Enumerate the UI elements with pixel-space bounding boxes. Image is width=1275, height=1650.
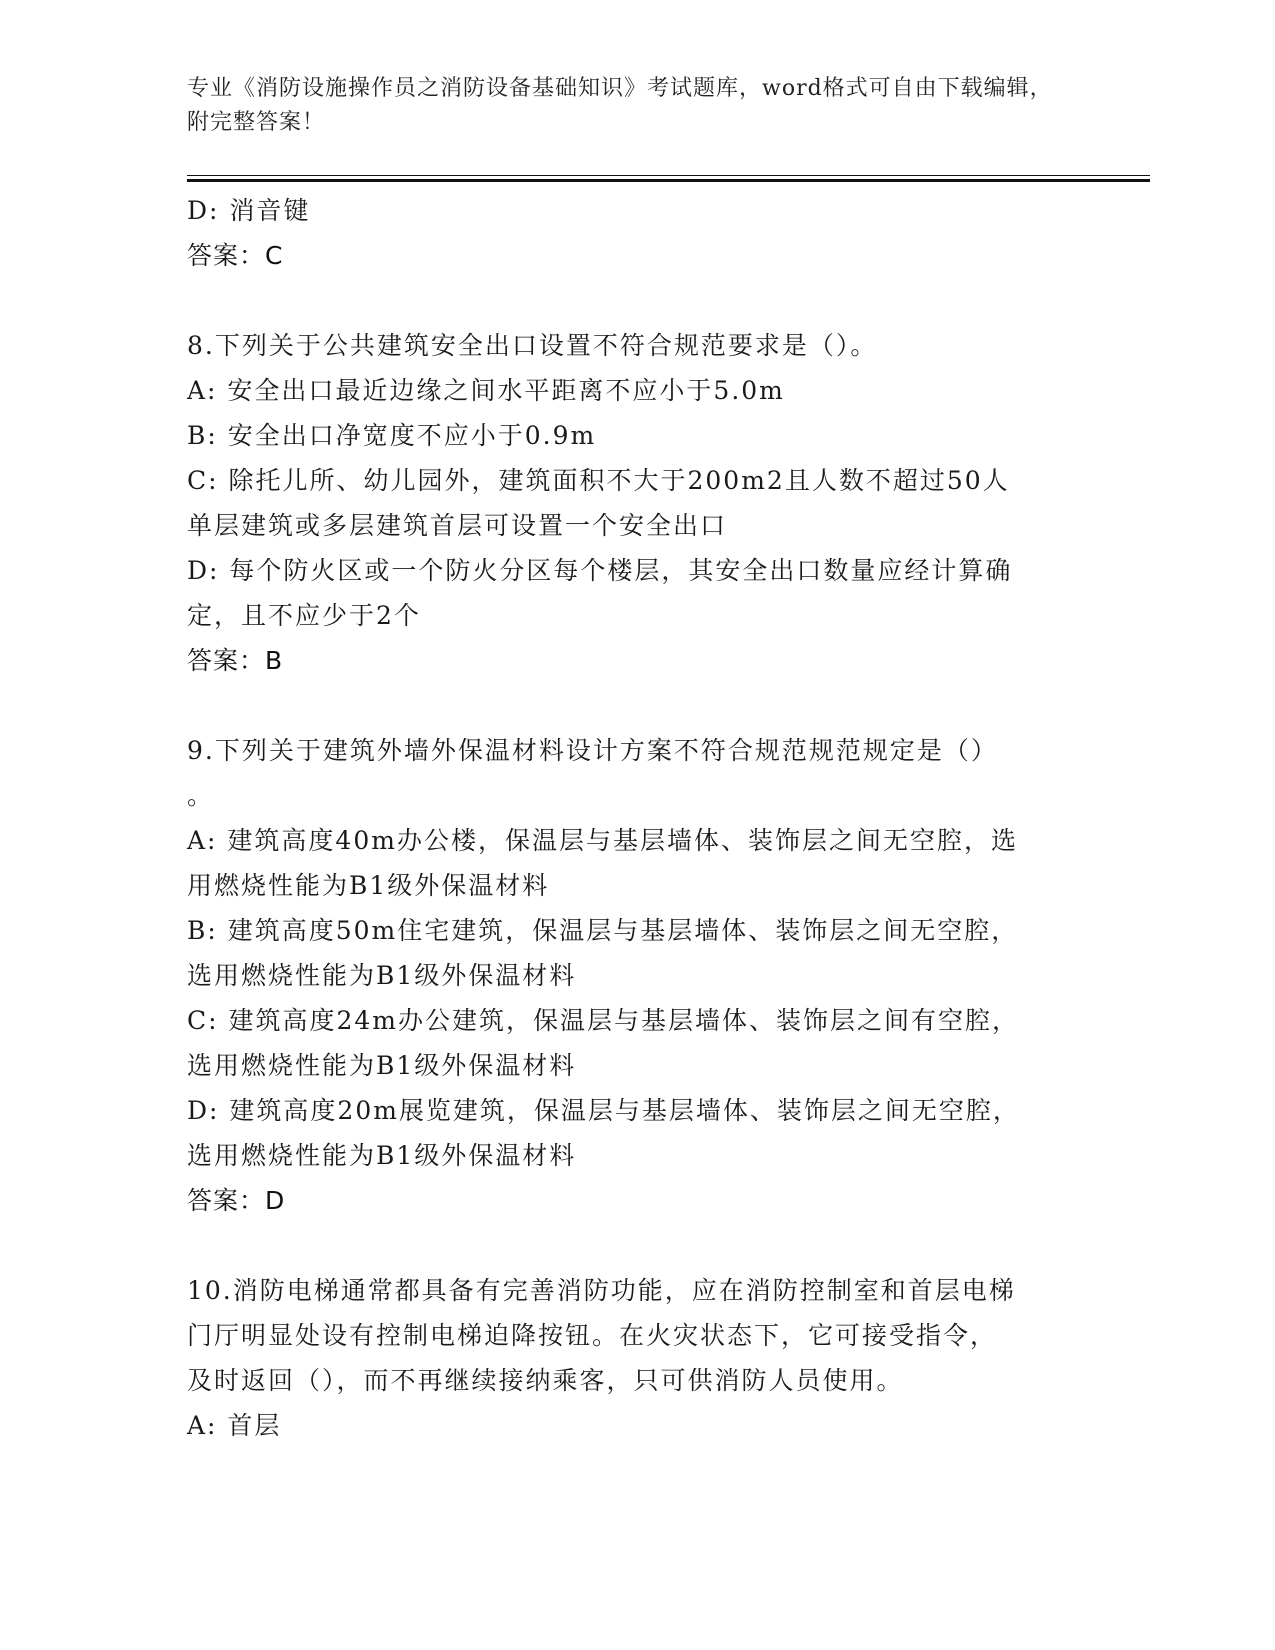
q9-option-a-line2: 用燃烧性能为B1级外保温材料 (187, 871, 550, 900)
q8-option-a: A: 安全出口最近边缘之间水平距离不应小于5.0m (187, 376, 785, 405)
q8-option-c-line1: C: 除托儿所、幼儿园外，建筑面积不大于200m2且人数不超过50人 (187, 466, 1010, 495)
q8-option-d-line2: 定，且不应少于2个 (187, 601, 421, 630)
q10-stem-line2: 门厅明显处设有控制电梯迫降按钮。在火灾状态下，它可接受指令， (187, 1321, 998, 1350)
q7-option-d: D: 消音键 (187, 196, 311, 225)
q8-option-b: B: 安全出口净宽度不应小于0.9m (187, 421, 597, 450)
q8-option-c-line2: 单层建筑或多层建筑首层可设置一个安全出口 (187, 511, 728, 540)
header-divider-thin (187, 175, 1150, 176)
q10-option-a: A: 首层 (187, 1411, 282, 1440)
q7-answer: 答案：C (187, 241, 284, 270)
document-header: 专业《消防设施操作员之消防设备基础知识》考试题库，word格式可自由下载编辑，附完整答案！ (187, 76, 1053, 135)
question-spacer (187, 683, 1087, 728)
question-spacer (187, 1223, 1087, 1268)
q9-option-a-line1: A: 建筑高度40m办公楼，保温层与基层墙体、装饰层之间无空腔，选 (187, 826, 1018, 855)
question-spacer (187, 278, 1087, 323)
q9-answer: 答案：D (187, 1186, 286, 1215)
q9-option-c-line2: 选用燃烧性能为B1级外保温材料 (187, 1051, 577, 1080)
q9-option-d-line1: D: 建筑高度20m展览建筑，保温层与基层墙体、装饰层之间无空腔， (187, 1096, 1020, 1125)
q10-stem-line1: 10.消防电梯通常都具备有完善消防功能，应在消防控制室和首层电梯 (187, 1276, 1016, 1305)
q9-option-c-line1: C: 建筑高度24m办公建筑，保温层与基层墙体、装饰层之间有空腔， (187, 1006, 1020, 1035)
header-divider-thick (187, 179, 1150, 182)
question-content (187, 188, 1087, 1448)
q9-option-d-line2: 选用燃烧性能为B1级外保温材料 (187, 1141, 577, 1170)
q9-stem-line1: 9.下列关于建筑外墙外保温材料设计方案不符合规范规范规定是（） (187, 736, 998, 765)
q8-stem: 8.下列关于公共建筑安全出口设置不符合规范要求是（）。 (187, 331, 878, 360)
q8-answer: 答案：B (187, 646, 284, 675)
q8-option-d-line1: D: 每个防火区或一个防火分区每个楼层，其安全出口数量应经计算确 (187, 556, 1013, 585)
q9-option-b-line1: B: 建筑高度50m住宅建筑，保温层与基层墙体、装饰层之间无空腔， (187, 916, 1019, 945)
q9-stem-line2: 。 (187, 781, 215, 810)
q10-stem-line3: 及时返回（），而不再继续接纳乘客，只可供消防人员使用。 (187, 1366, 904, 1395)
q9-option-b-line2: 选用燃烧性能为B1级外保温材料 (187, 961, 577, 990)
